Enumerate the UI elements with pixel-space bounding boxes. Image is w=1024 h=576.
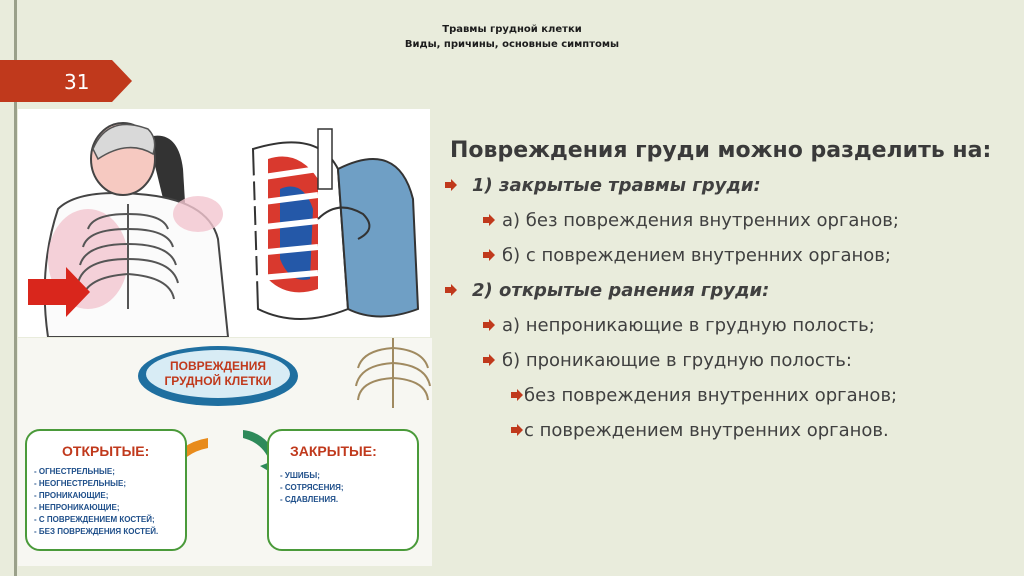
chest-injury-illustration xyxy=(18,109,430,337)
arrow-bullet-icon xyxy=(482,318,496,332)
open-item-1: - НЕОГНЕСТРЕЛЬНЫЕ; xyxy=(34,479,126,488)
arrow-bullet-icon xyxy=(444,283,458,297)
arrow-bullet-icon xyxy=(482,213,496,227)
list-item-text: 2) открытые ранения груди: xyxy=(472,280,770,301)
header-subtitle: Виды, причины, основные симптомы xyxy=(404,39,620,50)
list-item-text: с повреждением внутренних органов. xyxy=(524,420,889,441)
header-title: Травмы грудной клетки xyxy=(442,24,582,35)
open-item-4: - С ПОВРЕЖДЕНИЕМ КОСТЕЙ; xyxy=(34,515,155,524)
list-item-non-penetrating xyxy=(440,315,1020,337)
arrow-bullet-icon xyxy=(510,388,524,402)
slide-header xyxy=(0,22,1024,52)
list-item-open-wounds xyxy=(440,280,1020,302)
open-item-3: - НЕПРОНИКАЮЩИЕ; xyxy=(34,503,120,512)
open-item-0: - ОГНЕСТРЕЛЬНЫЕ; xyxy=(34,467,115,476)
arrow-bullet-icon xyxy=(482,353,496,367)
diagram-title-line1: ПОВРЕЖДЕНИЯ xyxy=(170,359,266,373)
open-item-5: - БЕЗ ПОВРЕЖДЕНИЯ КОСТЕЙ. xyxy=(34,527,159,536)
diagram-title-line2: ГРУДНОЙ КЛЕТКИ xyxy=(164,374,272,388)
list-item-closed-no-organ-damage xyxy=(440,210,1020,232)
content-heading: Повреждения груди можно разделить на: xyxy=(450,138,992,163)
closed-injuries-title: ЗАКРЫТЫЕ: xyxy=(290,443,377,459)
injury-classification-diagram xyxy=(18,338,432,566)
arrow-bullet-icon xyxy=(510,423,524,437)
arrow-bullet-icon xyxy=(482,248,496,262)
list-item-text: б) с повреждением внутренних органов; xyxy=(502,245,891,266)
closed-item-0: - УШИБЫ; xyxy=(280,471,320,480)
list-item-penetrating xyxy=(440,350,1020,372)
list-item-text: а) непроникающие в грудную полость; xyxy=(502,315,875,336)
open-item-2: - ПРОНИКАЮЩИЕ; xyxy=(34,491,109,500)
open-injuries-title: ОТКРЫТЫЕ: xyxy=(62,443,150,459)
list-item-text: 1) закрытые травмы груди: xyxy=(472,175,761,196)
list-item-closed-organ-damage xyxy=(440,245,1020,267)
slide-number: 31 xyxy=(64,70,90,94)
list-item-penetrating-organ-damage xyxy=(440,420,1020,442)
list-item-text: без повреждения внутренних органов; xyxy=(524,385,898,406)
slide-content xyxy=(440,138,1020,455)
list-item-closed-injuries xyxy=(440,175,1020,197)
slide-number-badge xyxy=(0,60,132,102)
list-item-text: а) без повреждения внутренних органов; xyxy=(502,210,899,231)
closed-item-2: - СДАВЛЕНИЯ. xyxy=(280,495,339,504)
list-item-penetrating-no-organ-damage xyxy=(440,385,1020,407)
arrow-bullet-icon xyxy=(444,178,458,192)
closed-item-1: - СОТРЯСЕНИЯ; xyxy=(280,483,344,492)
list-item-text: б) проникающие в грудную полость: xyxy=(502,350,852,371)
